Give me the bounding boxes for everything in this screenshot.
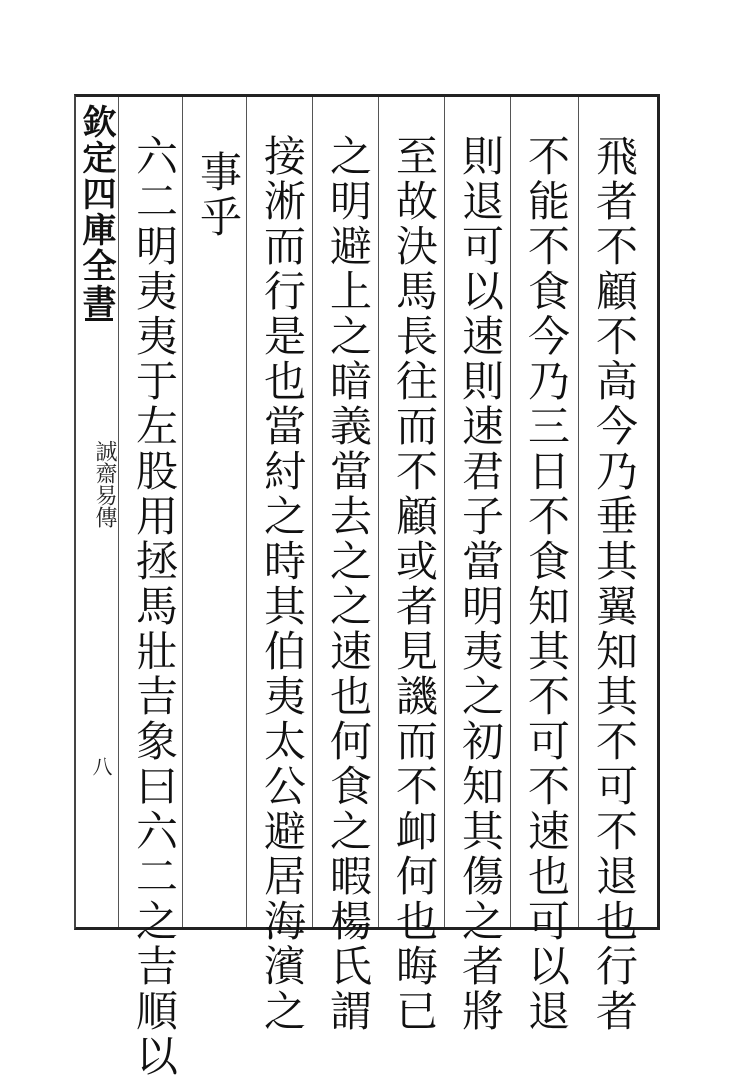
text-column-3: 則退可以速則速君子當明夷之初知其傷之者將	[456, 134, 505, 1034]
column-rule	[444, 97, 445, 927]
column-rule	[246, 97, 247, 927]
text-column-2: 不能不食今乃三日不食知其不可不速也可以退	[522, 134, 571, 1034]
column-rule	[182, 97, 183, 927]
margin-title: 欽定四庫全書	[76, 104, 116, 320]
column-rule	[312, 97, 313, 927]
text-column-6: 接淅而行是也當紂之時其伯夷太公避居海濱之	[258, 134, 307, 1034]
text-column-5: 之明避上之暗義當去之之速也何食之暇楊氏謂	[324, 134, 373, 1034]
column-rule	[378, 97, 379, 927]
text-column-8: 六二明夷夷于左股用拯馬壯吉象曰六二之吉順以	[130, 134, 179, 1079]
column-rule	[118, 97, 119, 927]
text-column-7: 事乎	[194, 150, 243, 240]
text-column-1: 飛者不顧不高今乃垂其翼知其不可不退也行者	[590, 134, 639, 1034]
text-column-4: 至故決馬長往而不顧或者見譏而不卹何也晦已	[390, 134, 439, 1034]
margin-page-number: 八	[89, 756, 113, 776]
column-rule	[510, 97, 511, 927]
fish-tail-mark	[85, 318, 113, 335]
margin-book-title: 誠齋易傳	[92, 440, 117, 528]
column-rule	[578, 97, 579, 927]
